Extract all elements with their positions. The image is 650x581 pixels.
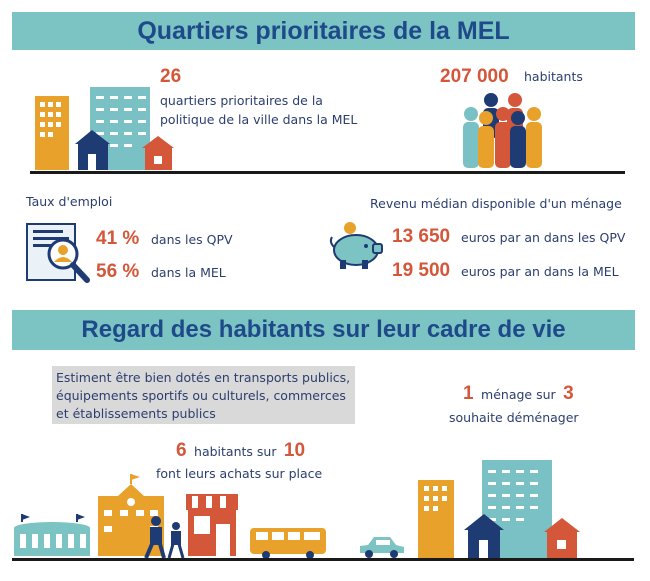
achats-num: 6 xyxy=(176,440,187,461)
section1-title: Quartiers prioritaires de la MEL xyxy=(137,16,510,45)
revenu-mel-value: 19 500 xyxy=(392,260,451,281)
quartiers-label-line2: politique de la ville dans la MEL xyxy=(160,112,358,127)
piggy-bank-icon xyxy=(328,222,388,272)
walking-family-icon xyxy=(142,516,188,558)
emploi-mel-value: 56 % xyxy=(96,261,140,282)
achats-text1: habitants sur xyxy=(194,444,277,459)
people-group-icon xyxy=(458,92,548,172)
city-buildings-icon xyxy=(30,82,180,174)
menage-num: 1 xyxy=(463,383,474,404)
stadium-icon xyxy=(12,512,92,558)
job-document-search-icon xyxy=(25,222,93,290)
menage-den: 3 xyxy=(563,383,574,404)
achats-ratio xyxy=(176,440,305,462)
section2-header xyxy=(12,310,635,350)
habitants-value: 207 000 xyxy=(440,66,509,87)
estiment-line1: Estiment être bien dotés en transports publics, xyxy=(56,370,351,385)
quartiers-value: 26 xyxy=(160,66,182,87)
achats-text2: font leurs achats sur place xyxy=(156,466,323,481)
achats-den: 10 xyxy=(283,440,306,461)
menage-text1: ménage sur xyxy=(481,387,556,402)
revenu-qpv-label: euros par an dans les QPV xyxy=(461,230,626,245)
section2-title: Regard des habitants sur leur cadre de vie xyxy=(81,316,566,343)
revenu-mel-label: euros par an dans la MEL xyxy=(461,264,619,279)
city-buildings-bottom-icon xyxy=(416,458,596,560)
ground-line-2 xyxy=(12,558,634,561)
section1-header xyxy=(12,12,635,50)
shop-icon xyxy=(184,492,240,558)
ground-line-1 xyxy=(30,171,625,174)
menage-text2: souhaite déménager xyxy=(449,410,579,425)
menage-ratio xyxy=(463,383,574,405)
emploi-mel-label: dans la MEL xyxy=(151,265,226,280)
revenu-title: Revenu médian disponible d'un ménage xyxy=(370,196,622,211)
estiment-line2: équipements sportifs ou culturels, commerces xyxy=(56,388,346,403)
quartiers-label-line1: quartiers prioritaires de la xyxy=(160,93,323,108)
estiment-line3: et établissements publics xyxy=(56,406,216,421)
emploi-qpv-label: dans les QPV xyxy=(151,232,233,247)
revenu-qpv-value: 13 650 xyxy=(392,226,451,247)
bus-icon xyxy=(248,526,328,560)
emploi-qpv-value: 41 % xyxy=(96,228,140,249)
emploi-title: Taux d'emploi xyxy=(26,194,113,209)
habitants-label: habitants xyxy=(524,69,583,84)
car-icon xyxy=(356,533,406,559)
